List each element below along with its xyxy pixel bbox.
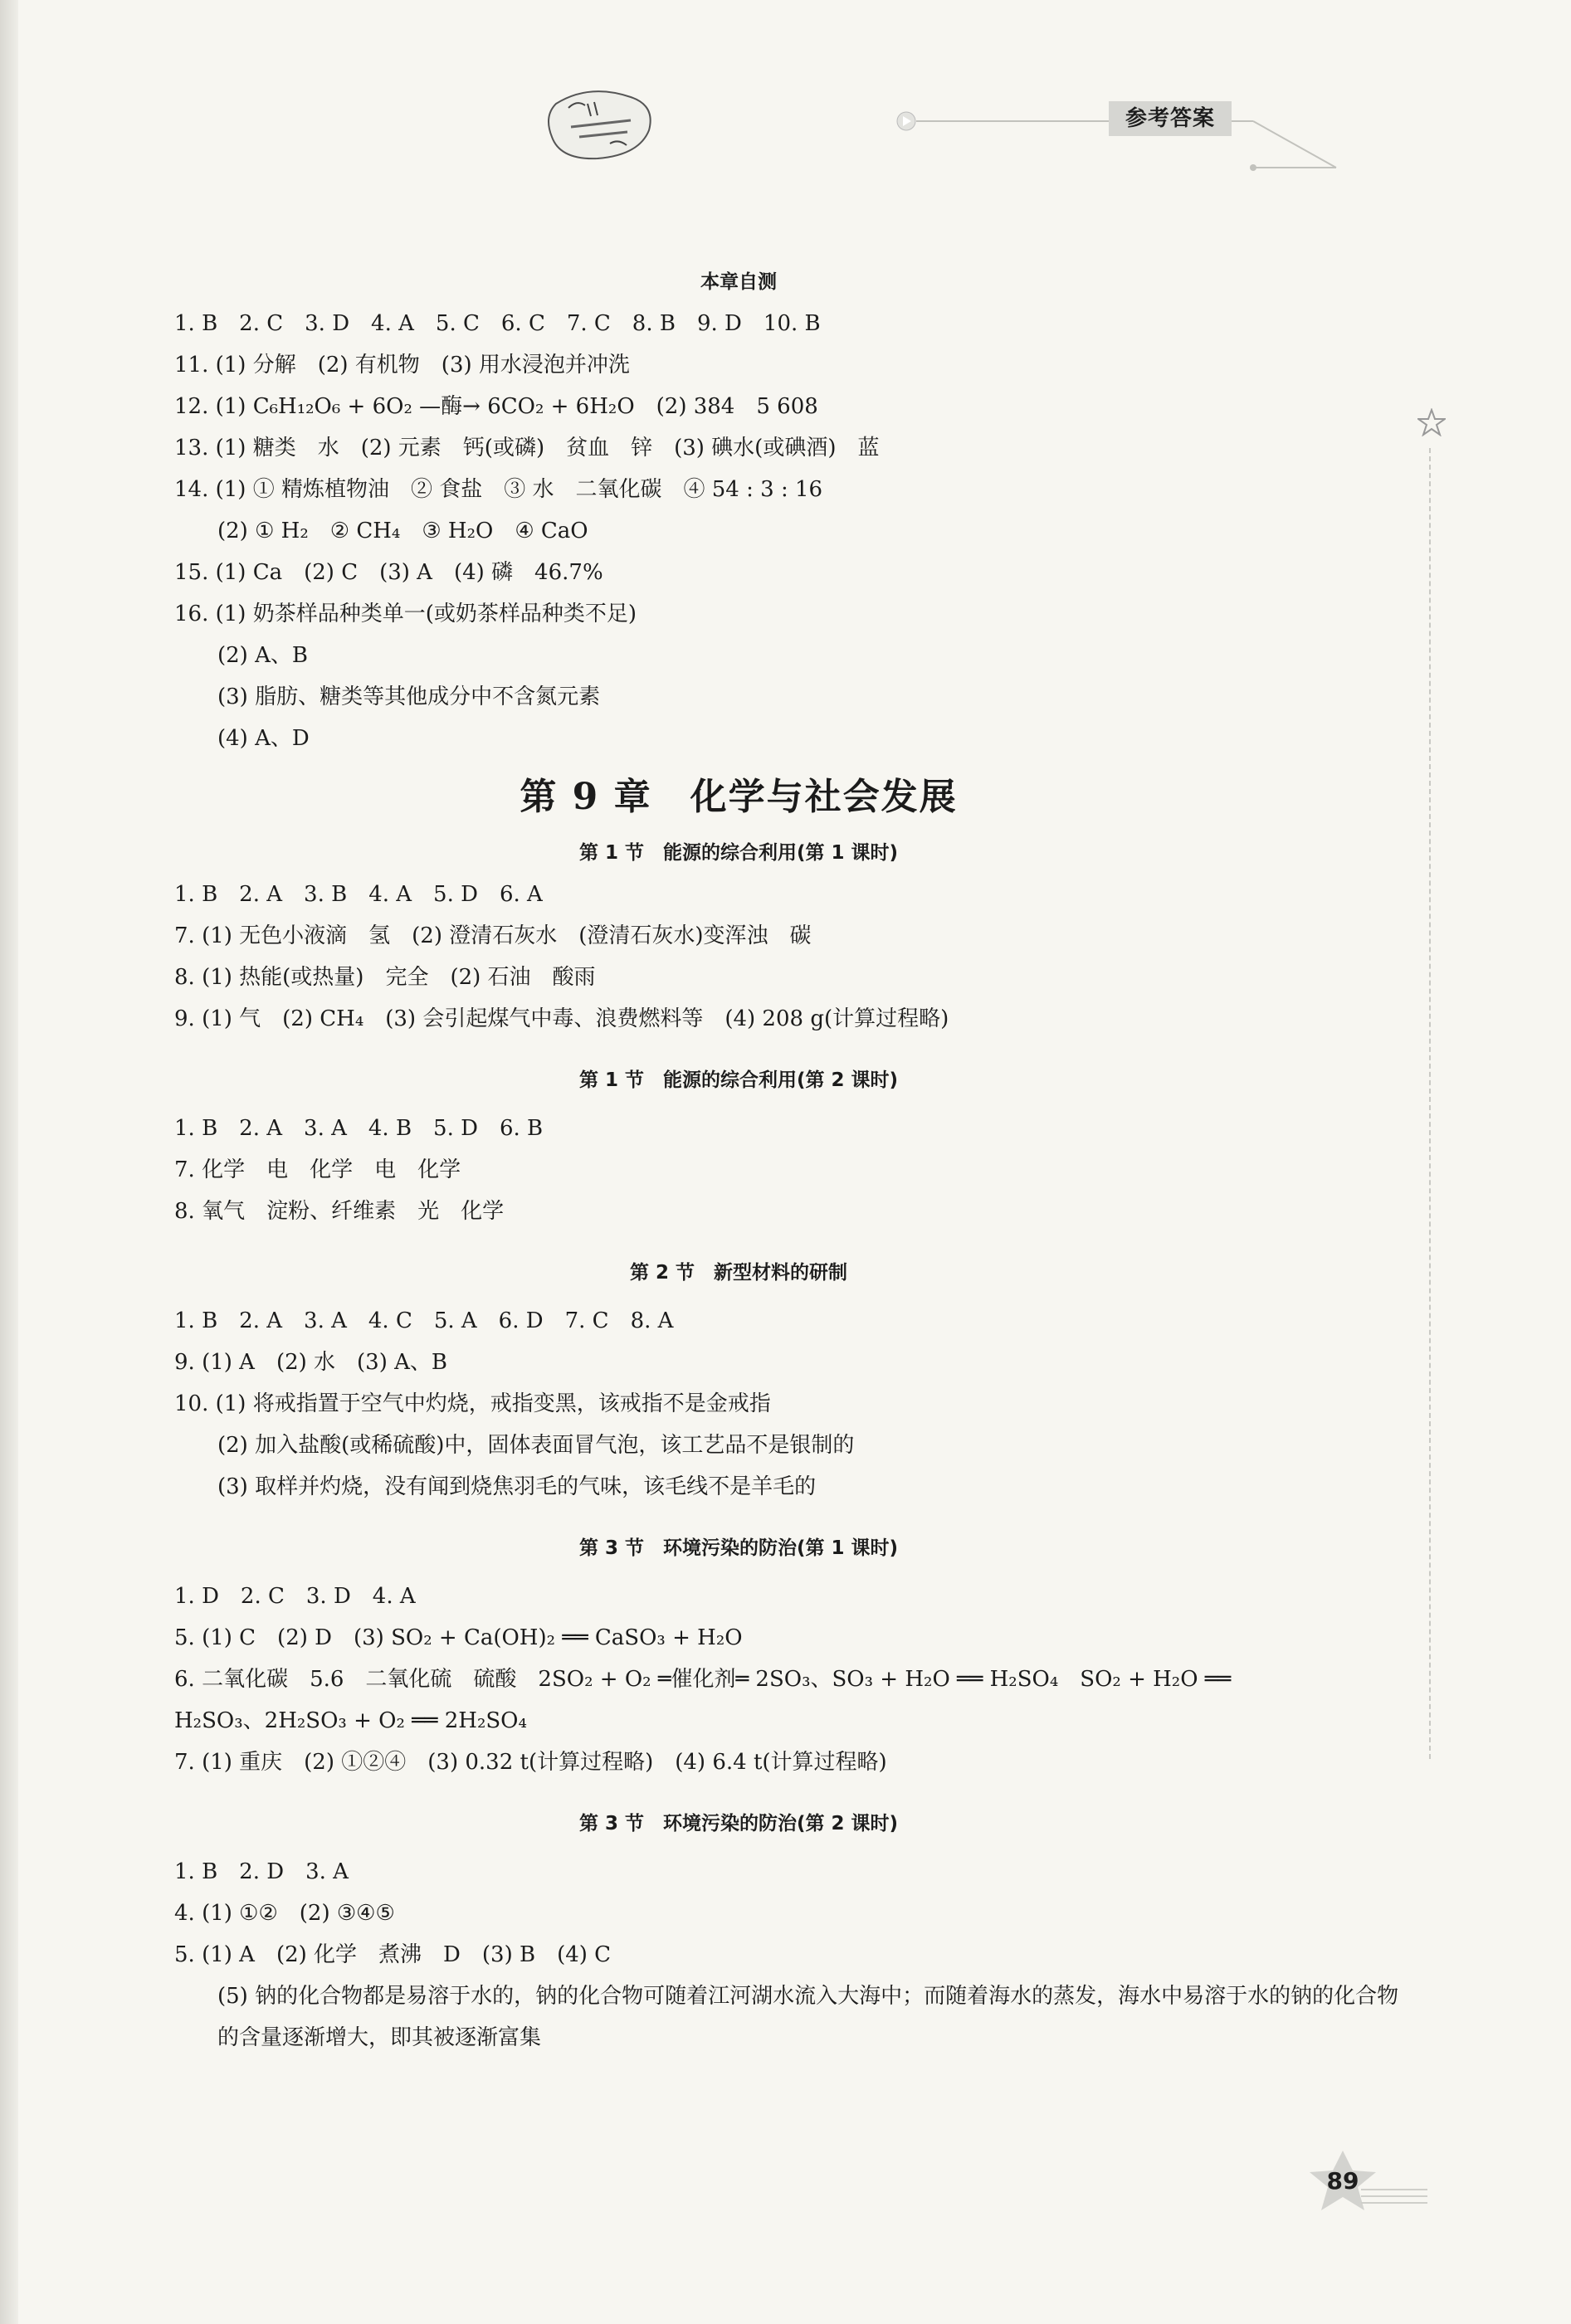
answer-line: (2) ① H₂ ② CH₄ ③ H₂O ④ CaO: [217, 519, 588, 543]
answer-line: (2) A、B: [217, 643, 308, 668]
answer-line: 1. B 2. C 3. D 4. A 5. C 6. C 7. C 8. B 9. D 10. B: [174, 311, 821, 336]
answer-line: 8. 氧气 淀粉、纤维素 光 化学: [174, 1199, 505, 1224]
answer-line: 1. B 2. A 3. A 4. B 5. D 6. B: [174, 1116, 544, 1141]
answer-line: 13. (1) 糖类 水 (2) 元素 钙(或磷) 贫血 锌 (3) 碘水(或碘酒) 蓝: [174, 436, 880, 460]
answer-line: 14. (1) ① 精炼植物油 ② 食盐 ③ 水 二氧化碳 ④ 54 : 3 : 16: [174, 477, 823, 502]
answer-line: (5) 钠的化合物都是易溶于水的，钠的化合物可随着江河湖水流入大海中；而随着海水的蒸发，海水中易溶于水的钠的化合物的含量逐渐增大，即其被逐渐富集: [217, 1984, 1399, 2050]
header-title: 参考答案: [1109, 101, 1232, 136]
answer-line: 4. (1) ①② (2) ③④⑤: [174, 1901, 395, 1926]
answer-line: 11. (1) 分解 (2) 有机物 (3) 用水浸泡并冲洗: [174, 353, 630, 378]
answer-line: H₂SO₃、2H₂SO₃ + O₂ ══ 2H₂SO₄: [174, 1708, 527, 1733]
answer-line: 16. (1) 奶茶样品种类单一(或奶茶样品种类不足): [174, 602, 637, 626]
answer-line: 7. (1) 无色小液滴 氢 (2) 澄清石灰水 (澄清石灰水)变浑浊 碳: [174, 923, 812, 948]
answer-line: (3) 脂肪、糖类等其他成分中不含氮元素: [217, 685, 601, 709]
answer-line: 1. B 2. A 3. B 4. A 5. D 6. A: [174, 882, 543, 907]
chapter-title: 第 9 章 化学与社会发展: [520, 776, 958, 818]
answer-line: (3) 取样并灼烧，没有闻到烧焦羽毛的气味，该毛线不是羊毛的: [217, 1474, 817, 1499]
answer-line: 7. (1) 重庆 (2) ①②④ (3) 0.32 t(计算过程略) (4) 6.4 t(计算过程略): [174, 1750, 887, 1775]
page-number: 89: [1326, 2167, 1359, 2195]
section-title: 第 1 节 能源的综合利用(第 1 课时): [578, 842, 899, 864]
answer-line: 1. B 2. A 3. A 4. C 5. A 6. D 7. C 8. A: [174, 1308, 674, 1333]
section-title: 本章自测: [700, 271, 777, 293]
answer-line: 15. (1) Ca (2) C (3) A (4) 磷 46.7%: [174, 560, 603, 585]
answer-line: 5. (1) A (2) 化学 煮沸 D (3) B (4) C: [174, 1942, 612, 1967]
answer-line: (4) A、D: [217, 726, 310, 751]
section-title: 第 2 节 新型材料的研制: [629, 1262, 848, 1284]
section-title: 第 1 节 能源的综合利用(第 2 课时): [578, 1069, 899, 1091]
answer-line: 1. B 2. D 3. A: [174, 1859, 349, 1884]
section-title: 第 3 节 环境污染的防治(第 1 课时): [578, 1537, 899, 1559]
answer-line: 5. (1) C (2) D (3) SO₂ + Ca(OH)₂ ══ CaSO₃ + H₂O: [174, 1625, 743, 1650]
answer-line: (2) 加入盐酸(或稀硫酸)中，固体表面冒气泡，该工艺品不是银制的: [217, 1433, 855, 1458]
answer-line: 9. (1) A (2) 水 (3) A、B: [174, 1350, 448, 1375]
section-title: 第 3 节 环境污染的防治(第 2 课时): [578, 1813, 899, 1834]
answer-content: [174, 261, 1444, 2058]
page-binding-edge: [0, 0, 18, 2324]
answer-line: 9. (1) 气 (2) CH₄ (3) 会引起煤气中毒、浪费燃料等 (4) 208 g(计算过程略): [174, 1006, 949, 1031]
answer-line: 6. 二氧化碳 5.6 二氧化硫 硫酸 2SO₂ + O₂ ═催化剂═ 2SO₃、SO₃ + H₂O ══ H₂SO₄ SO₂ + H₂O ══: [174, 1667, 1232, 1692]
answer-line: 10. (1) 将戒指置于空气中灼烧，戒指变黑，该戒指不是金戒指: [174, 1391, 771, 1416]
stamp-badge-icon: [539, 79, 664, 166]
page-number-lines: [1361, 2186, 1427, 2206]
answer-line: 12. (1) C₆H₁₂O₆ + 6O₂ —酶→ 6CO₂ + 6H₂O (2) 384 5 608: [174, 394, 818, 419]
answer-line: 7. 化学 电 化学 电 化学: [174, 1157, 461, 1182]
answer-line: 8. (1) 热能(或热量) 完全 (2) 石油 酸雨: [174, 965, 596, 990]
answer-line: 1. D 2. C 3. D 4. A: [174, 1584, 416, 1609]
